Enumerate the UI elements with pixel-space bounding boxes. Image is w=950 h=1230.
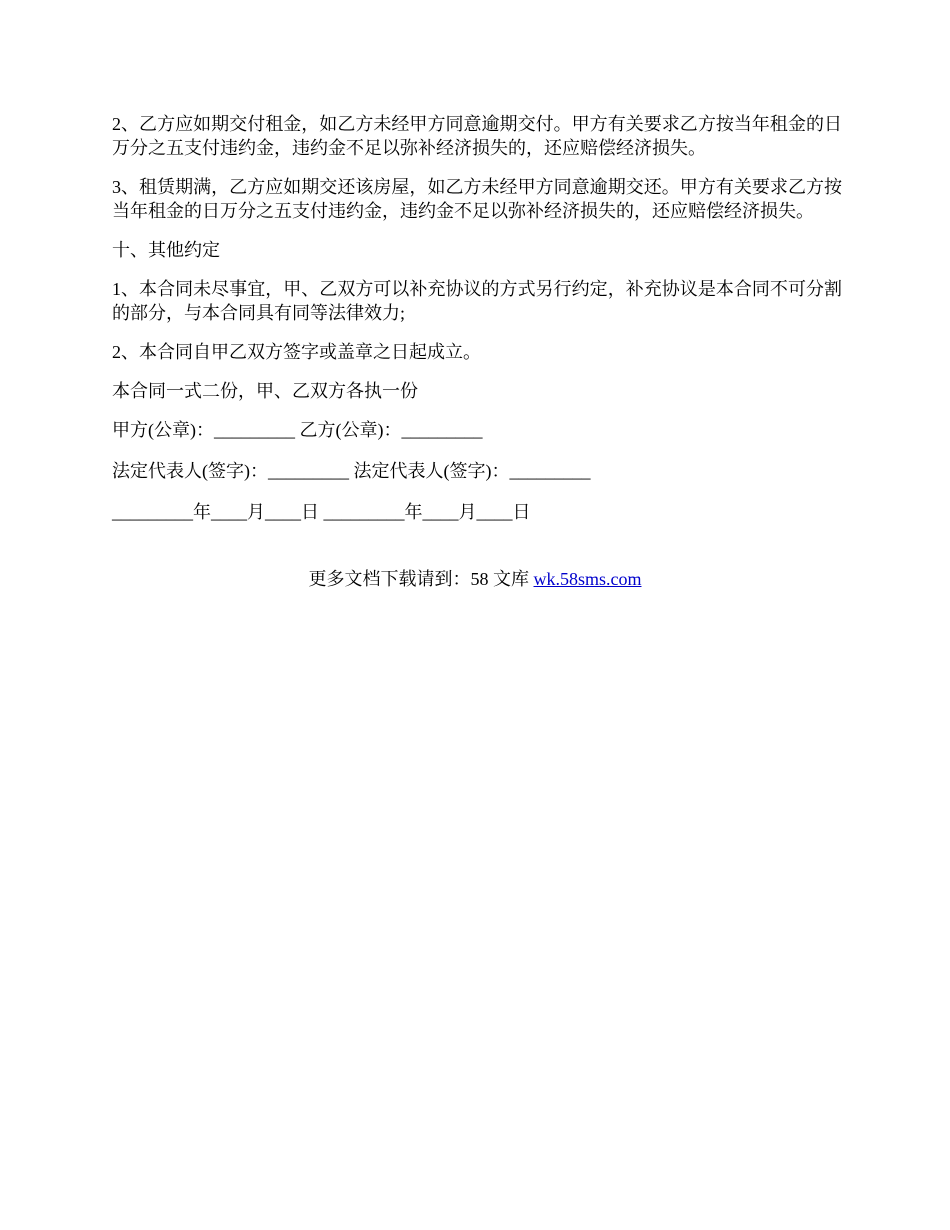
representative-signature-line: 法定代表人(签字)：_________ 法定代表人(签字)：_________	[112, 461, 591, 481]
section-ten-heading: 十、其他约定	[112, 240, 220, 260]
contract-body	[112, 112, 842, 541]
clause-rent-penalty: 2、乙方应如期交付租金，如乙方未经甲方同意逾期交付。甲方有关要求乙方按当年租金的日万分之五支付违约金，违约金不足以弥补经济损失的，还应赔偿经济损失。	[112, 114, 842, 158]
clause-return-penalty: 3、租赁期满，乙方应如期交还该房屋，如乙方未经甲方同意逾期交还。甲方有关要求乙方按当年租金的日万分之五支付违约金，违约金不足以弥补经济损失的，还应赔偿经济损失。	[112, 177, 842, 221]
download-footer	[0, 567, 950, 591]
footer-text: 更多文档下载请到：58 文库	[308, 569, 534, 589]
section-ten-item-1: 1、本合同未尽事宜，甲、乙双方可以补充协议的方式另行约定，补充协议是本合同不可分割的部分，与本合同具有同等法律效力;	[112, 279, 842, 323]
footer-link[interactable]: wk.58sms.com	[533, 569, 642, 589]
date-signature-line: _________年____月____日 _________年____月____日	[112, 502, 531, 522]
copies-statement: 本合同一式二份，甲、乙双方各执一份	[112, 381, 418, 401]
section-ten-item-2: 2、本合同自甲乙双方签字或盖章之日起成立。	[112, 342, 481, 362]
seal-signature-line: 甲方(公章)：_________ 乙方(公章)：_________	[112, 420, 483, 440]
